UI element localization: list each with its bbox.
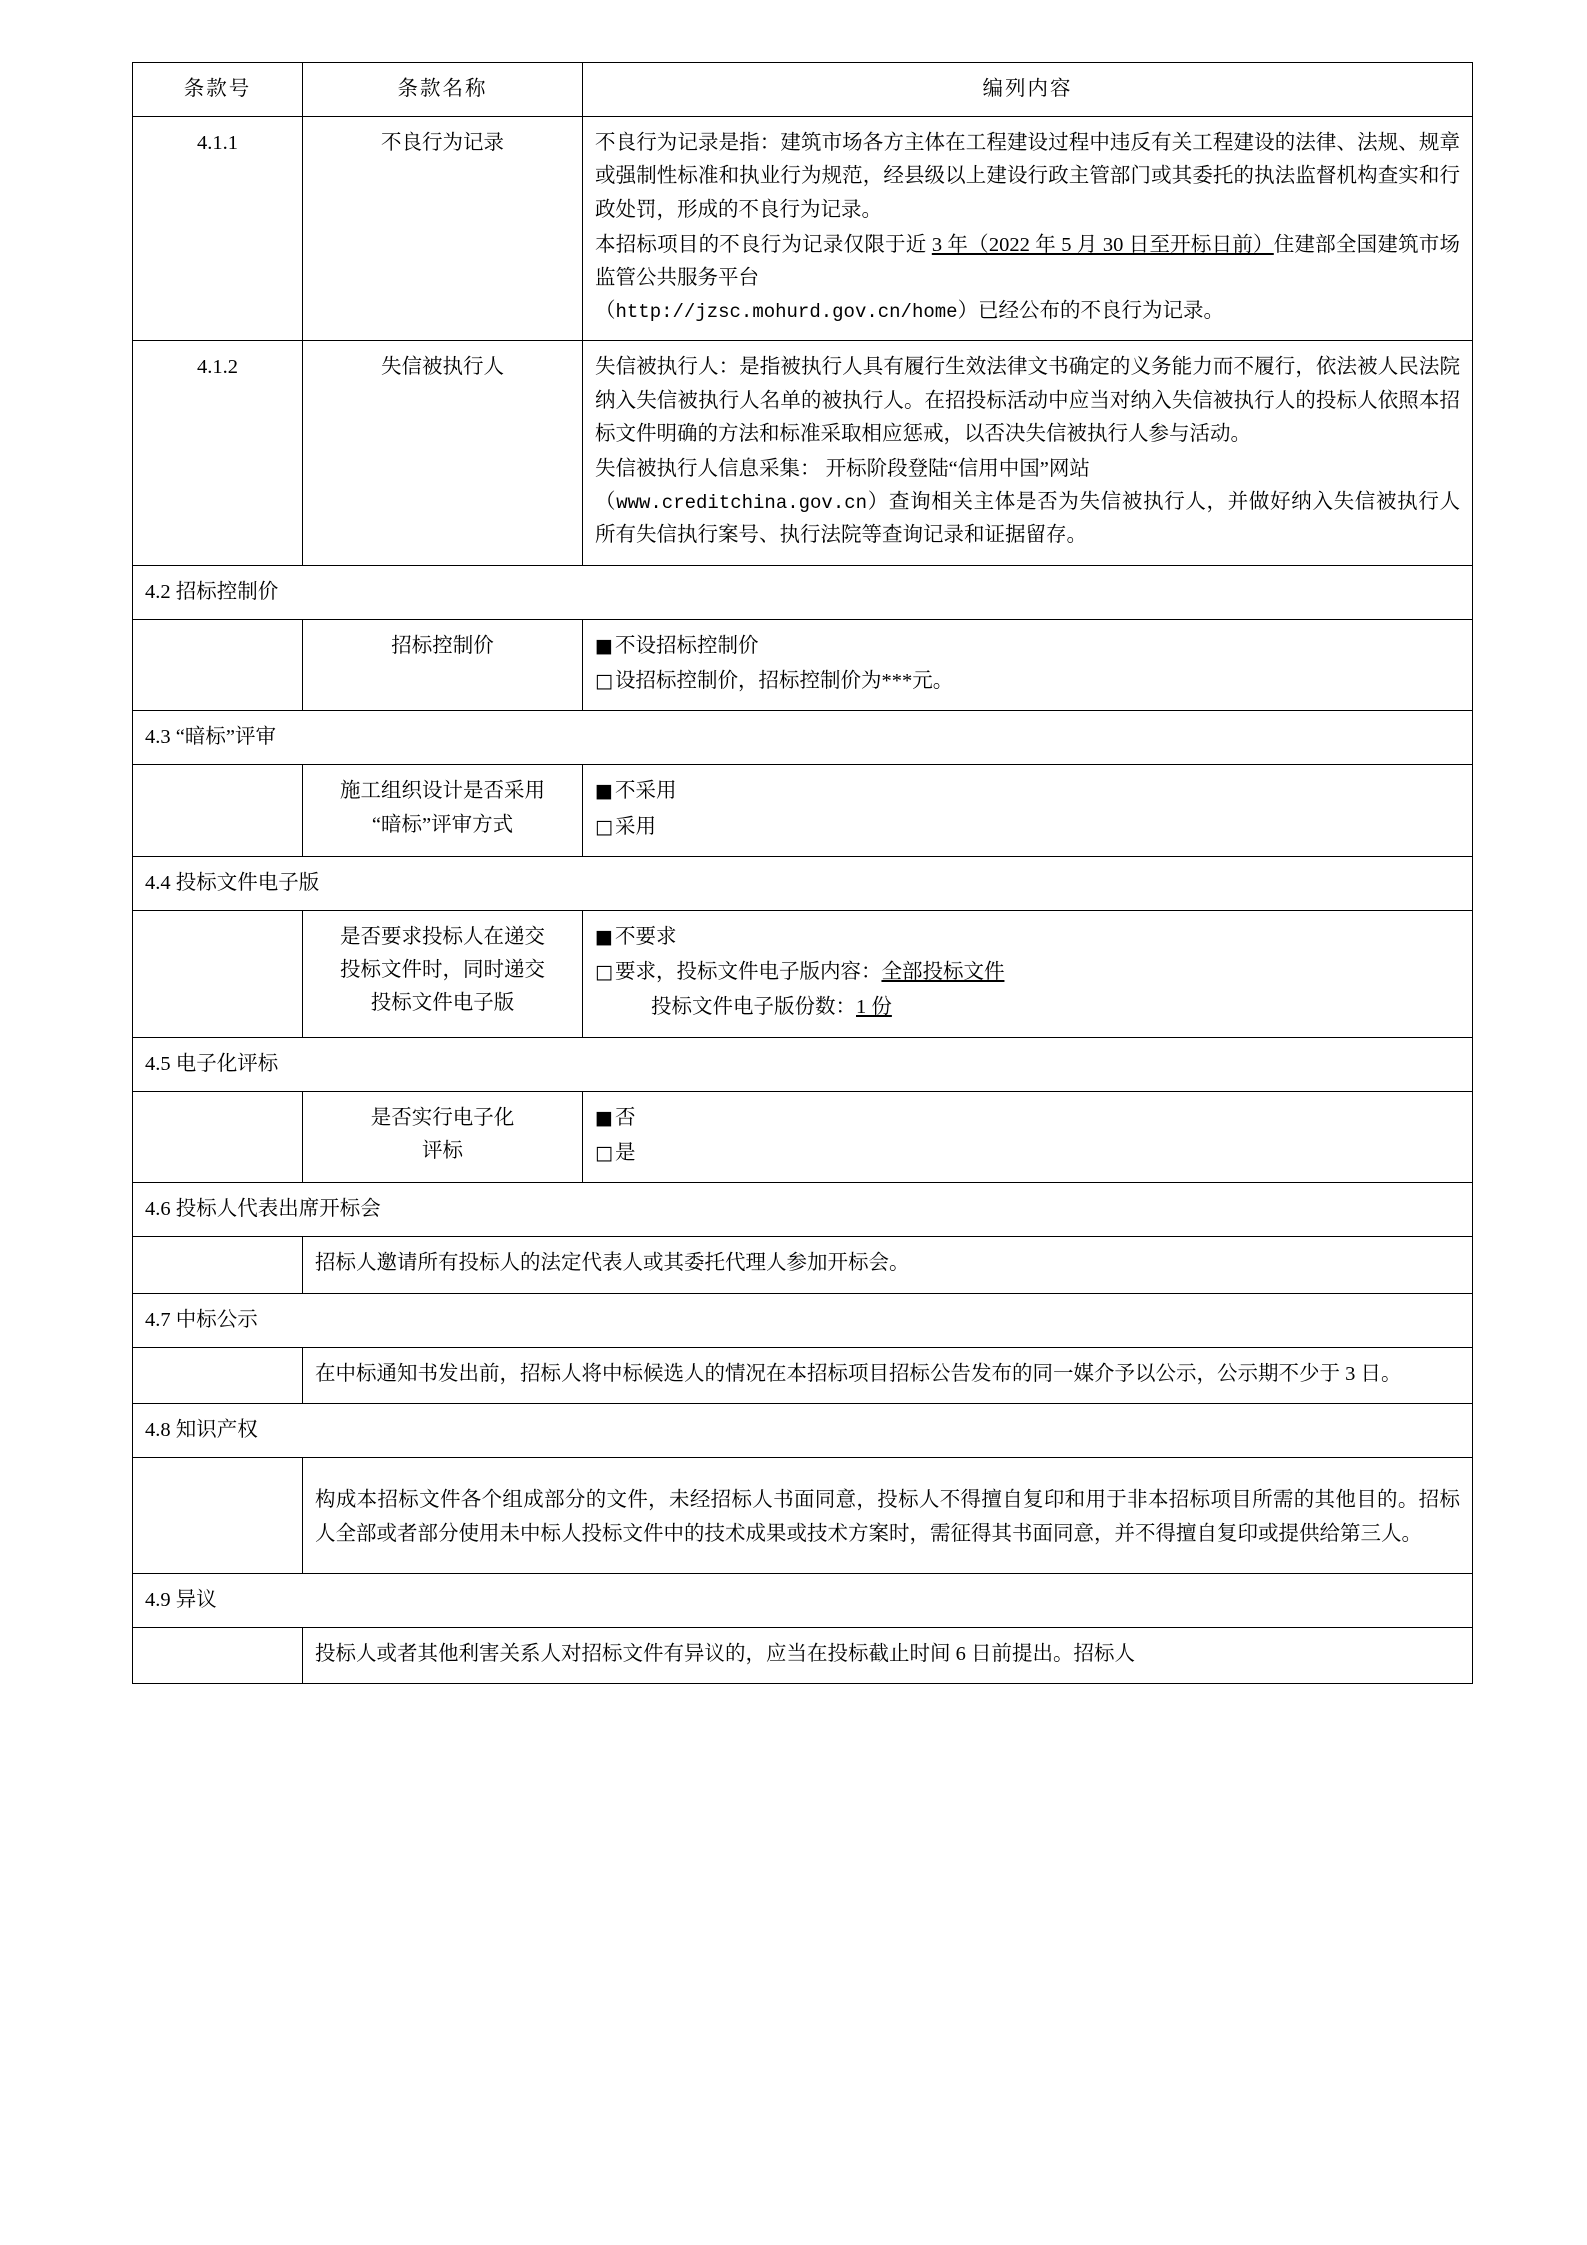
clause-content xyxy=(583,117,1473,341)
table-row xyxy=(133,1091,1473,1182)
clause-name-line: “暗标”评审方式 xyxy=(371,813,514,836)
clause-name xyxy=(303,911,583,1038)
checkbox-checked-icon[interactable]: ■ xyxy=(595,926,613,949)
clause-content xyxy=(303,1237,1473,1293)
clause-content xyxy=(303,1458,1473,1573)
option-row xyxy=(595,921,1460,954)
section-title: 4.5 电子化评标 xyxy=(133,1037,1473,1091)
checkbox-unchecked-icon[interactable]: □ xyxy=(595,670,613,693)
option-row xyxy=(595,1137,1460,1170)
option-label: 设招标控制价，招标控制价为***元。 xyxy=(614,670,954,693)
table-row xyxy=(133,911,1473,1038)
paragraph: 不良行为记录是指：建筑市场各方主体在工程建设过程中违反有关工程建设的法律、法规、规章或强制性标准和执业行为规范，经县级以上建设行政主管部门或其委托的执法监督机构查实和行政处罚，形成的不良行为记录。 xyxy=(595,132,1460,221)
option-row xyxy=(595,1102,1460,1135)
table-row xyxy=(133,619,1473,710)
checkbox-unchecked-icon[interactable]: □ xyxy=(595,961,613,984)
clause-content xyxy=(583,341,1473,565)
section-title: 4.7 中标公示 xyxy=(133,1293,1473,1347)
clause-number: 4.1.2 xyxy=(133,341,303,565)
section-title: 4.2 招标控制价 xyxy=(133,565,1473,619)
clause-content xyxy=(583,765,1473,856)
section-title: 4.4 投标文件电子版 xyxy=(133,856,1473,910)
checkbox-checked-icon[interactable]: ■ xyxy=(595,634,613,657)
option-label: 是 xyxy=(614,1142,636,1165)
header-clause-name: 条款名称 xyxy=(303,63,583,117)
clause-name-line: 是否实行电子化 xyxy=(370,1106,515,1129)
electronic-copy-content-value: 全部投标文件 xyxy=(881,961,1005,984)
clause-number-empty xyxy=(133,765,303,856)
extra-line-label: 投标文件电子版份数： xyxy=(651,996,856,1019)
option-label: 不设招标控制价 xyxy=(614,634,759,657)
table-row xyxy=(133,1458,1473,1573)
section-title-row xyxy=(133,711,1473,765)
bid-terms-table xyxy=(132,62,1473,1684)
section-title: 4.9 异议 xyxy=(133,1573,1473,1627)
table-row xyxy=(133,117,1473,341)
clause-name xyxy=(303,1091,583,1182)
option-row xyxy=(595,630,1460,663)
option-label: 要求，投标文件电子版内容： xyxy=(614,961,882,984)
clause-number: 4.1.1 xyxy=(133,117,303,341)
option-label: 不要求 xyxy=(614,926,677,949)
clause-number-empty xyxy=(133,1627,303,1683)
section-title: 4.3 “暗标”评审 xyxy=(133,711,1473,765)
section-title-row xyxy=(133,1404,1473,1458)
clause-name-line: 施工组织设计是否采用 xyxy=(340,780,545,803)
paragraph: 在中标通知书发出前，招标人将中标候选人的情况在本招标项目招标公告发布的同一媒介予以公示，公示期不少于 3 日。 xyxy=(315,1362,1402,1385)
paragraph: 招标人邀请所有投标人的法定代表人或其委托代理人参加开标会。 xyxy=(315,1252,910,1275)
paragraph: 本招标项目的不良行为记录仅限于近 3 年（2022 年 5 月 30 日至开标日前）住建部全国建筑市场监管公共服务平台 （http://jzsc.mohurd.gov.cn/home）已经公布的不良行为记录。 xyxy=(595,233,1461,324)
extra-line xyxy=(595,991,1460,1024)
paragraph: 失信被执行人：是指被执行人具有履行生效法律文书确定的义务能力而不履行，依法被人民法院纳入失信被执行人名单的被执行人。在招投标活动中应当对纳入失信被执行人的投标人依照本招标文件明确的方法和标准采取相应惩戒，以否决失信被执行人参与活动。 xyxy=(595,356,1460,445)
section-title-row xyxy=(133,1037,1473,1091)
table-row xyxy=(133,1627,1473,1683)
option-row xyxy=(595,956,1460,989)
clause-number-empty xyxy=(133,1347,303,1403)
checkbox-unchecked-icon[interactable]: □ xyxy=(595,815,613,838)
table-header-row xyxy=(133,63,1473,117)
table-row xyxy=(133,1237,1473,1293)
clause-content xyxy=(583,911,1473,1038)
credit-china-url: www.creditchina.gov.cn xyxy=(616,492,868,515)
clause-name xyxy=(303,765,583,856)
clause-name-line: 投标文件时，同时递交 xyxy=(340,959,545,982)
clause-name-line: 评标 xyxy=(422,1140,463,1163)
clause-number-empty xyxy=(133,1458,303,1573)
option-label: 否 xyxy=(614,1106,636,1129)
clause-content xyxy=(583,1091,1473,1182)
clause-content xyxy=(303,1347,1473,1403)
platform-url: http://jzsc.mohurd.gov.cn/home xyxy=(615,301,958,324)
clause-name-line: 是否要求投标人在递交 xyxy=(340,926,545,949)
section-title-row xyxy=(133,856,1473,910)
clause-number-empty xyxy=(133,619,303,710)
option-row xyxy=(595,775,1460,808)
table-row xyxy=(133,341,1473,565)
clause-number-empty xyxy=(133,1237,303,1293)
section-title: 4.8 知识产权 xyxy=(133,1404,1473,1458)
option-row xyxy=(595,811,1460,844)
clause-number-empty xyxy=(133,1091,303,1182)
checkbox-checked-icon[interactable]: ■ xyxy=(595,1106,613,1129)
option-label: 不采用 xyxy=(614,780,677,803)
clause-content xyxy=(303,1627,1473,1683)
underlined-date-range: 3 年（2022 年 5 月 30 日至开标日前） xyxy=(931,233,1274,256)
clause-name-line: 投标文件电子版 xyxy=(370,992,515,1015)
paragraph: 失信被执行人信息采集： 开标阶段登陆“信用中国”网站 （www.creditchina.gov.cn）查询相关主体是否为失信被执行人，并做好纳入失信被执行人所有失信执行案号、执行法院等查询记录和证据留存。 xyxy=(595,458,1461,547)
section-title-row xyxy=(133,1183,1473,1237)
clause-content xyxy=(583,619,1473,710)
clause-name: 招标控制价 xyxy=(303,619,583,710)
section-title: 4.6 投标人代表出席开标会 xyxy=(133,1183,1473,1237)
section-title-row xyxy=(133,1293,1473,1347)
header-clause-no: 条款号 xyxy=(133,63,303,117)
option-label: 采用 xyxy=(614,815,656,838)
paragraph: 投标人或者其他利害关系人对招标文件有异议的，应当在投标截止时间 6 日前提出。招标人 xyxy=(315,1642,1135,1665)
header-content: 编列内容 xyxy=(583,63,1473,117)
section-title-row xyxy=(133,1573,1473,1627)
checkbox-checked-icon[interactable]: ■ xyxy=(595,780,613,803)
electronic-copy-count-value: 1 份 xyxy=(856,996,892,1019)
table-row xyxy=(133,765,1473,856)
section-title-row xyxy=(133,565,1473,619)
clause-number-empty xyxy=(133,911,303,1038)
checkbox-unchecked-icon[interactable]: □ xyxy=(595,1142,613,1165)
clause-name: 不良行为记录 xyxy=(303,117,583,341)
paragraph: 构成本招标文件各个组成部分的文件，未经招标人书面同意，投标人不得擅自复印和用于非本招标项目所需的其他目的。招标人全部或者部分使用未中标人投标文件中的技术成果或技术方案时，需征得其书面同意，并不得擅自复印或提供给第三人。 xyxy=(315,1489,1460,1545)
table-row xyxy=(133,1347,1473,1403)
clause-name: 失信被执行人 xyxy=(303,341,583,565)
option-row xyxy=(595,665,1460,698)
